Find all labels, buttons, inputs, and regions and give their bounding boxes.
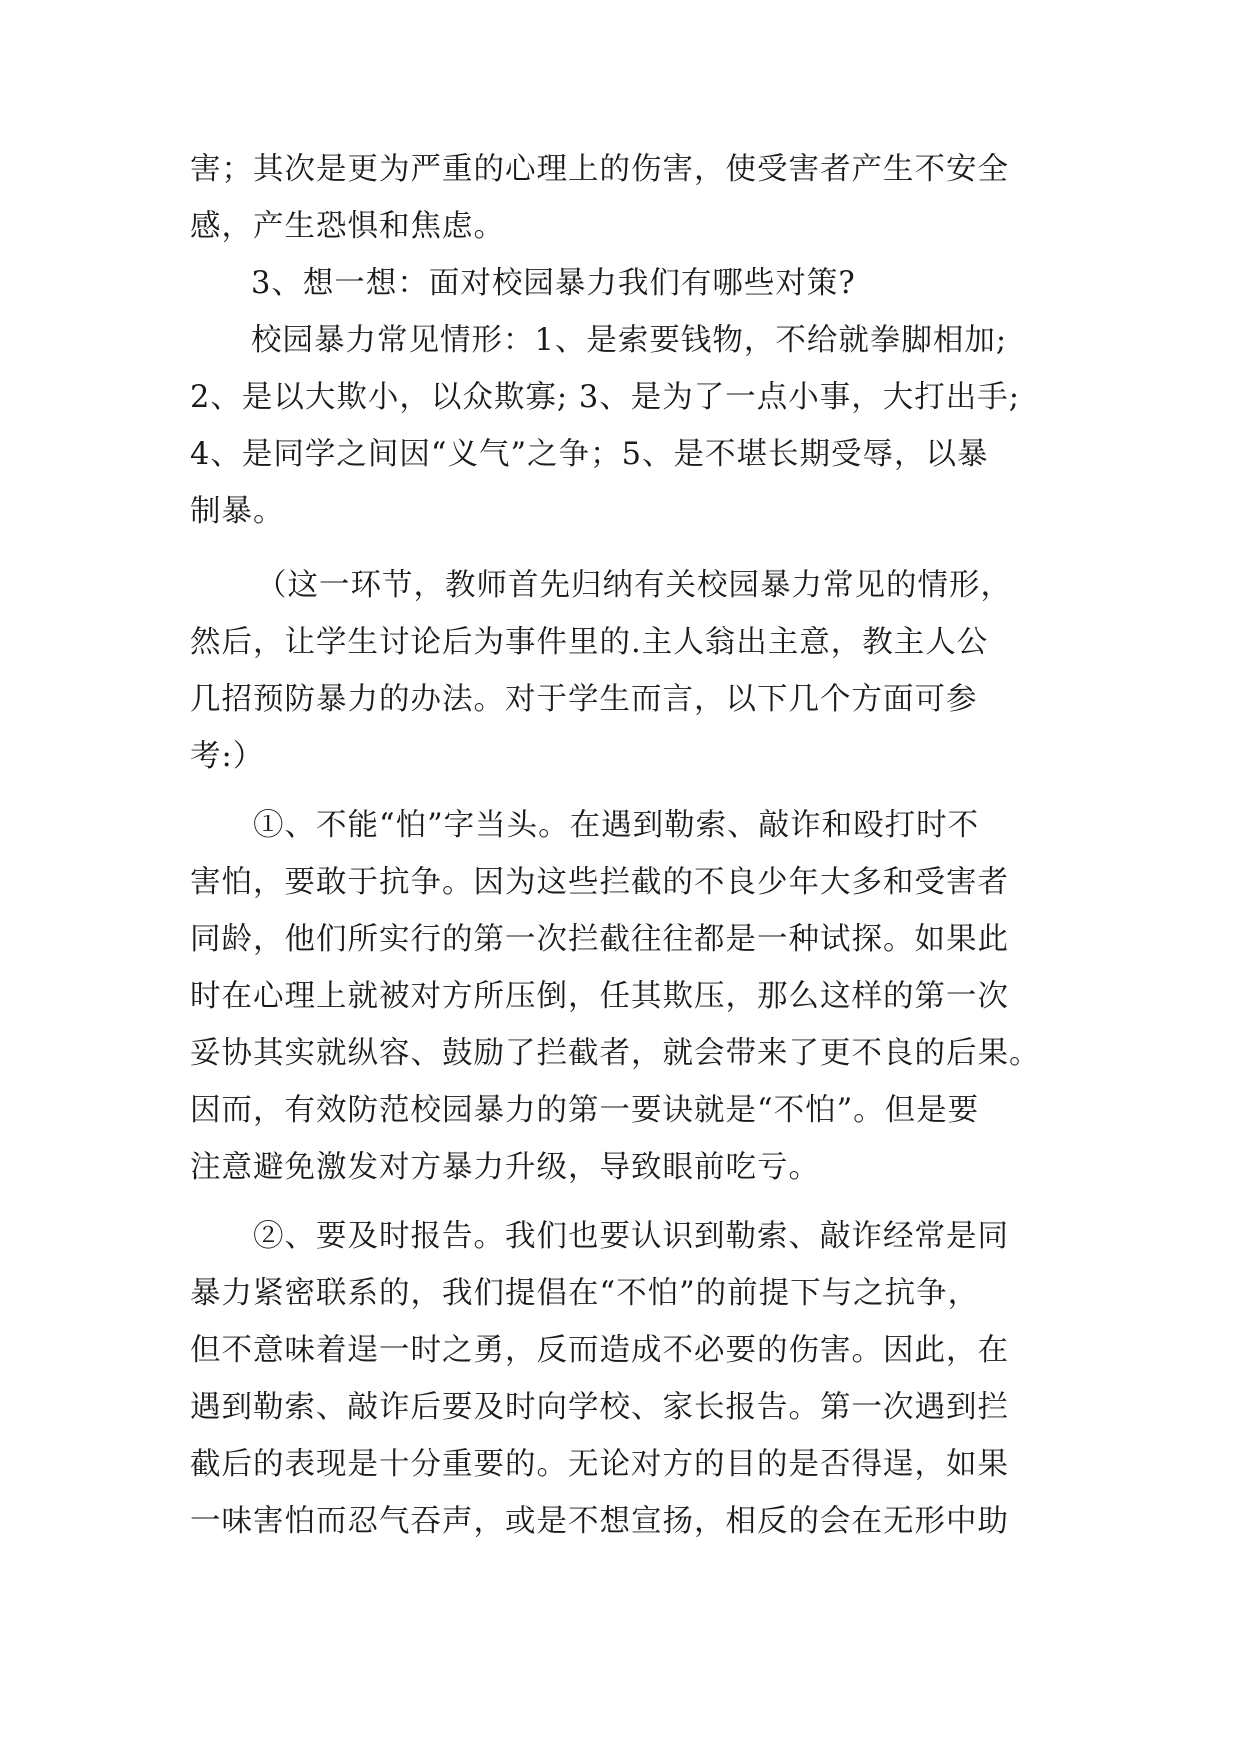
- text-line: 校园暴力常见情形：1、是索要钱物，不给就拳脚相加;: [251, 323, 1008, 358]
- text-line: 同龄，他们所实行的第一次拦截往往都是一种试探。如果此: [190, 922, 1009, 957]
- text-line: 制暴。: [190, 494, 285, 529]
- text-line: 然后，让学生讨论后为事件里的.主人翁出主意，教主人公: [190, 625, 989, 660]
- text-line: 害；其次是更为严重的心理上的伤害，使受害者产生不安全: [190, 152, 1009, 187]
- text-line: 时在心理上就被对方所压倒，任其欺压，那么这样的第一次: [190, 979, 1009, 1014]
- text-line: 妥协其实就纵容、鼓励了拦截者，就会带来了更不良的后果。: [190, 1036, 1041, 1071]
- text-line: 遇到勒索、敲诈后要及时向学校、家长报告。第一次遇到拦: [190, 1390, 1009, 1425]
- text-line: 注意避免激发对方暴力升级，导致眼前吃亏。: [190, 1150, 820, 1185]
- text-line: ①、不能“怕”字当头。在遇到勒索、敲诈和殴打时不: [253, 808, 980, 843]
- text-line: 几招预防暴力的办法。对于学生而言，以下几个方面可参: [190, 682, 978, 717]
- text-line: 4、是同学之间因“义气”之争；5、是不堪长期受辱，以暴: [190, 437, 989, 472]
- text-line: 一味害怕而忍气吞声，或是不想宣扬，相反的会在无形中助: [190, 1504, 1009, 1539]
- text-line: 2、是以大欺小，以众欺寡; 3、是为了一点小事，大打出手;: [190, 380, 1021, 415]
- text-line: 暴力紧密联系的，我们提倡在“不怕”的前提下与之抗争，: [190, 1276, 980, 1311]
- text-line: 害怕，要敢于抗争。因为这些拦截的不良少年大多和受害者: [190, 865, 1009, 900]
- text-line: 考:）: [190, 739, 265, 774]
- text-line: 因而，有效防范校园暴力的第一要诀就是“不怕”。但是要: [190, 1093, 980, 1128]
- text-line: 3、想一想：面对校园暴力我们有哪些对策?: [251, 266, 856, 301]
- text-line: （这一环节，教师首先归纳有关校园暴力常见的情形，: [256, 568, 1012, 603]
- text-line: 但不意味着逞一时之勇，反而造成不必要的伤害。因此，在: [190, 1333, 1009, 1368]
- text-line: 截后的表现是十分重要的。无论对方的目的是否得逞，如果: [190, 1447, 1009, 1482]
- text-line: ②、要及时报告。我们也要认识到勒索、敲诈经常是同: [253, 1219, 1009, 1254]
- text-line: 感，产生恐惧和焦虑。: [190, 209, 505, 244]
